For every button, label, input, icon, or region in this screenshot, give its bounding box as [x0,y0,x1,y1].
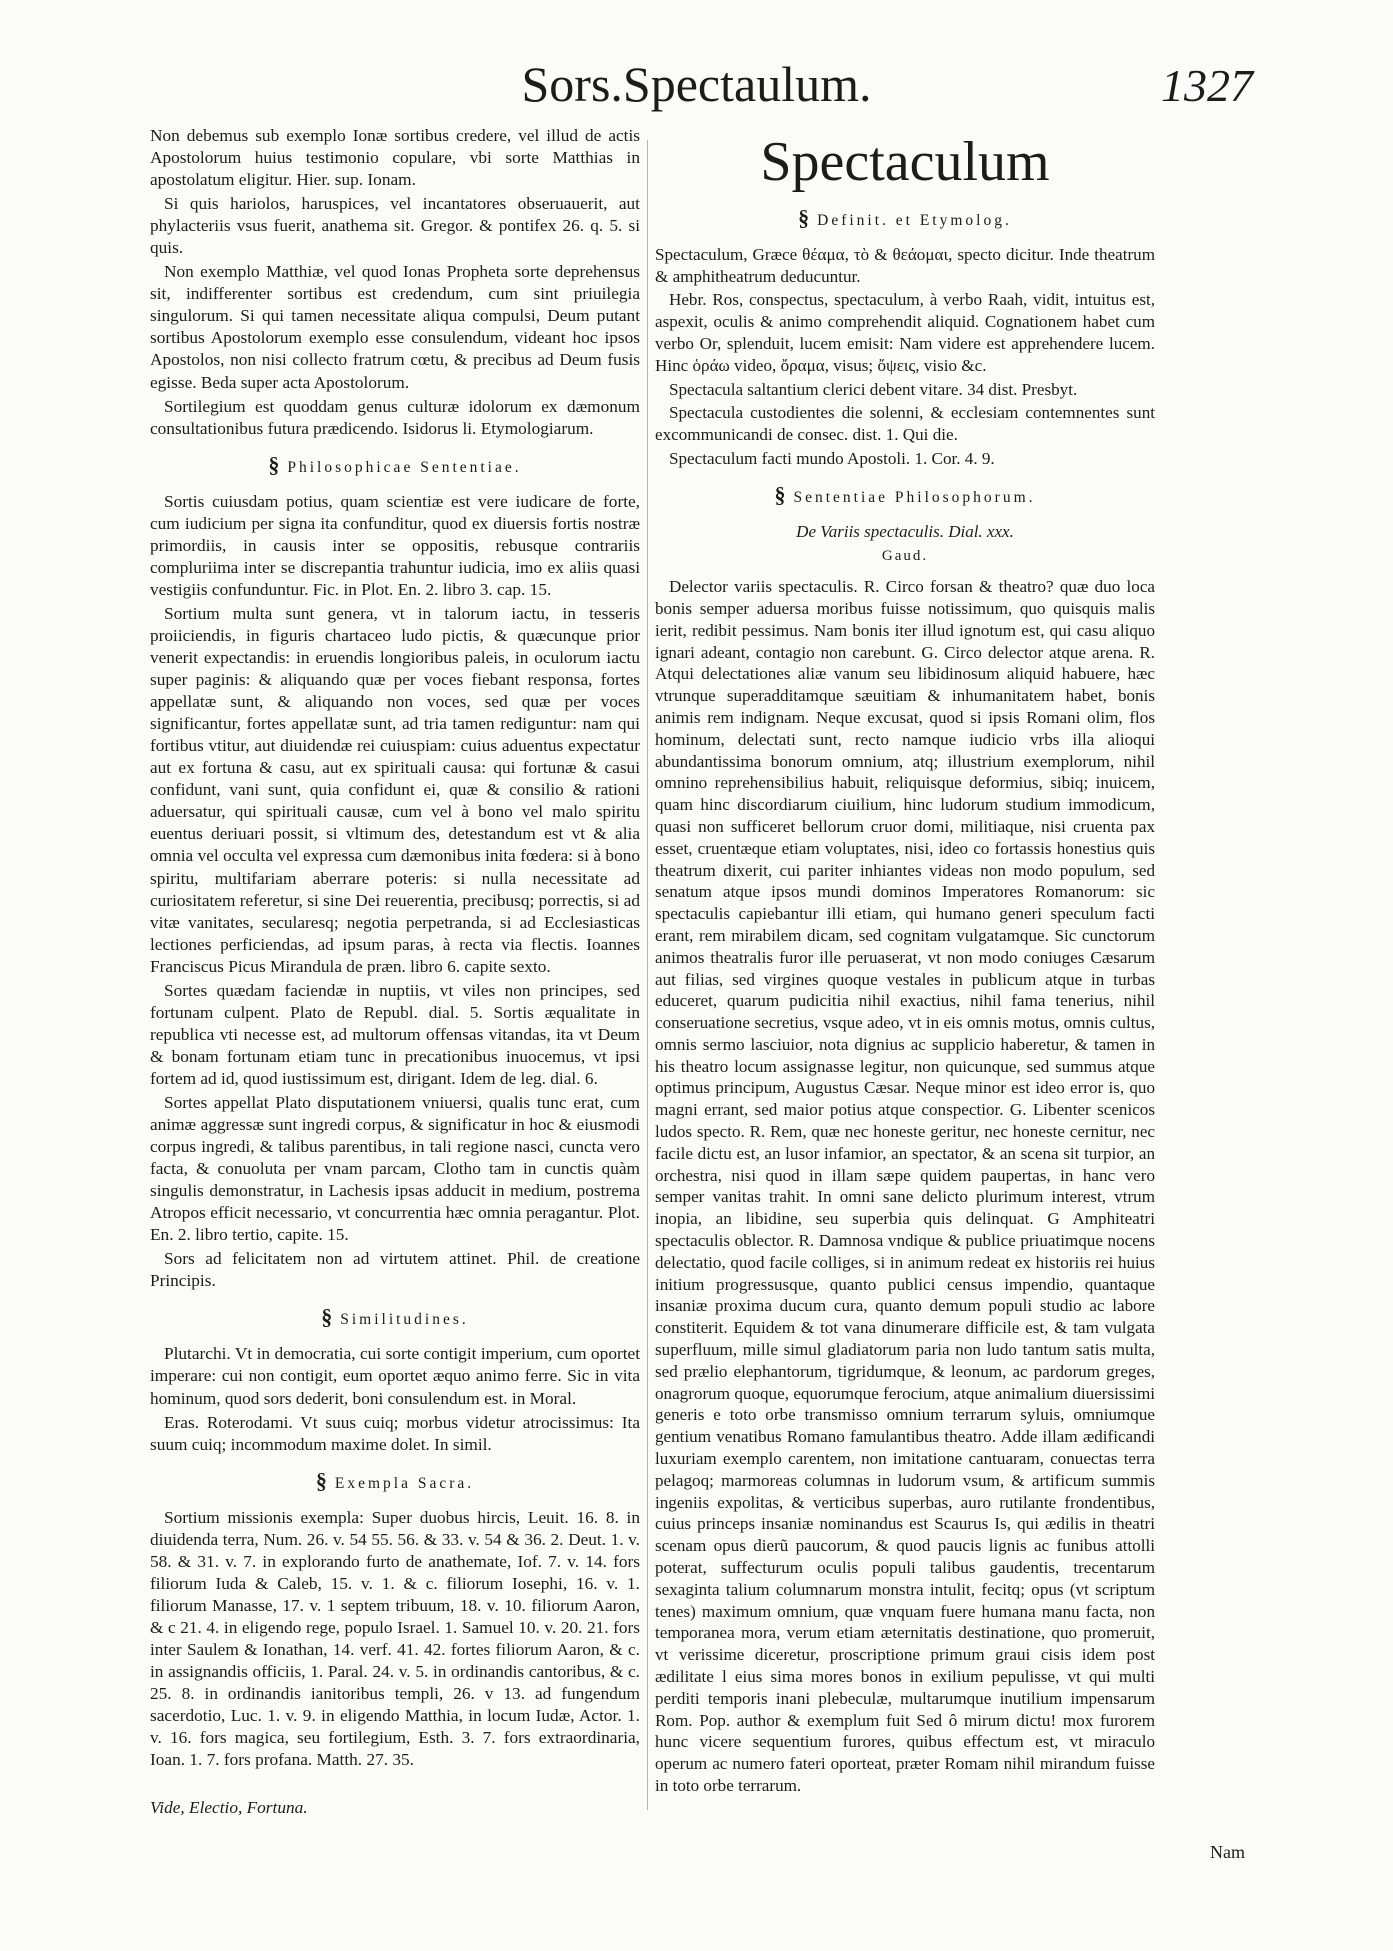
pilcrow-icon: § [268,451,280,477]
pilcrow-icon: § [315,1467,327,1493]
paragraph: Spectaculum, Græce θέαμα, τὸ & θεάομαι, specto dicitur. Inde theatrum & amphitheatrum deducuntur. [655,244,1155,286]
catchword: Nam [1210,1842,1245,1862]
paragraph: Non debemus sub exemplo Ionæ sortibus credere, vel illud de actis Apostolorum huius testimonio copulare, vbi sorte Matthias in apostolatum eligitur. Hier. sup. Ionam. [150,126,640,190]
pilcrow-icon: § [321,1304,333,1330]
section-heading: § Similitudines. [321,1304,469,1330]
page-number: 1327 [1161,60,1253,111]
right-column [655,125,1155,1799]
paragraph: Sortilegium est quoddam genus culturæ idolorum ex dæmonum consultationibus futura prædicendo. Isidorus li. Etymologiarum. [150,396,640,438]
paragraph: Sortes quædam faciendæ in nuptiis, vt viles non principes, sed fortunam culpent. Plato de Republ. dial. 5. Sortis æqualitate in republica vti necesse est, ad multorum offensas vitandas, ita vt Deum & bonam fortunam etiam tunc in precationibus inuocemus, vt ipsi fortem ad id, quod iustissimum est, dirigant. Idem de leg. dial. 6. [150,980,640,1088]
cross-reference: Vide, Electio, Fortuna. [150,1798,308,1818]
left-column [150,125,640,1821]
section-heading: § Sententiae Philosophorum. [774,481,1036,507]
section-heading: § Philosophicae Sententiae. [268,451,522,477]
pilcrow-icon: § [798,205,810,230]
paragraph: Sortis cuiusdam potius, quam scientiæ est vere iudicare de forte, cum iudicium per signa ita confunditur, quod ex diuersis fortis nostræ primordiis, in causis inter se oppositis, rebusque contrariis compluriima inter se discrepantia trahuntur iudicia, imo ex aliis quasi vestigiis confunduntur. Fic. in Plot. En. 2. libro 3. cap. 15. [150,491,640,599]
running-title: Sors.Spectaulum. [521,56,872,112]
paragraph: Spectaculum facti mundo Apostoli. 1. Cor. 4. 9. [669,448,995,468]
paragraph: Si quis hariolos, haruspices, vel incantatores obseruauerit, aut phylacteriis vsus fuerit, anathema sit. Gregor. & pontifex 26. q. 5. si quis. [150,194,640,258]
paragraph: Delector variis spectaculis. R. Circo forsan & theatro? quæ duo loca bonis semper aduersa moribus fuisse notissimum, quo quisquis malis ierit, redibit pessimus. Nam bonis iter illud ignotum est, qui casu aliquo ignari adeant, contagio non carebunt. G. Circo delector atque arena. R. Atqui delectationes aliæ vanum seu libidinosum aliquid habuere, hæc vtrunque superadditamque sæuitiam & inhumanitatem habet, bonis animis rem indignam. Neque excusat, quod si ipsis Romani olim, flos hominum, delectati sunt, recto namque iudicio vrbs illa alioqui abundantissima bonorum omnium, atq; illustrium exemplorum, nihil omnino reprehensibilius habuit, reliquisque deformius, sibiq; inuicem, quam hinc discordiarum ciuilium, hinc ludorum studium immodicum, quasi non sufficeret bellorum cruor domi, militiaque, nisi cruenta pax esset, cruentæque etiam voluptates, nisi, ideo co fortassis honestius quis theatrum dixerit, cui pariter inhiantes videas non modo populum, sed senatum atque ipsos mundi dominos Imperatores Romanorum: sic spectaculis capiebantur illi etiam, qui humano generi speculum facti erant, rem mirabilem dicam, sed cognitam vulgatamque. Sic cunctorum animos theatralis furor ille peruaserat, vt non modo coniuges Cæsarum aut filias, sed virgines quoque vestales in publicum atque in turbas educeret, quarum pudicitia nihil exactius, nihil fama tenerius, nihil conseruatione secretius, vsque adeo, vt in eis omnis motus, omnis cultus, omnis sermo lasciuior, nota dignius ac supplicio haberetur, & tamen in his theatro locum assignasse legitur, non quicunque, sed summus atque optimus principum, Augustus Cæsar. Neque minor est ideo error is, quo magni errant, sed maior potius atque conspectior. G. Libenter scenicos ludos specto. R. Rem, quæ nec honeste geritur, nec honeste cernitur, nec facile dictu est, an lusor infamior, an spectator, & an scena sit turpior, an orchestra, nisi quod in illam sæpe quidem paupertas, in hanc vero semper vanitas trahit. In omni sane delicto plurimum interest, vtrum inopia, an libidine, seu superbia quis delinquat. G Amphiteatri spectaculis oblector. R. Damnosa vndique & publice priuatimque nocens delectatio, quod facile colliges, si in animum redeat ex historiis rei huius initium progressusque, quanto publici census impendio, quantaque insaniæ proxima ducum cura, quanto demum populi studio ac labore constiterit. Equidem & tot vana dinumerare difficile est, & tam vulgata superfluum, mille simul gladiatorum paria non ludo tantum satis multa, sed prælio elephantorum, tigridumque, & leonum, ac pardorum greges, onagrorum quoque, equorumque ferocium, atque animalium diuersissimi generis e toto orbe transmisso omnium terrarum syluis, omniumque gentium venatibus Romano famulantibus theatro. Adde illam ædificandi luxuriam exemplo carentem, non imitatione cantuaram, conuectas terra pelagoq; marmoreas columnas in ludorum vsum, & artificum summis ingeniis expolitas, & verticibus superbas, auro rutilante frondentibus, cuius princeps insaniæ nominandus est Scaurus Is, qui ædilis in theatri scenam opus dierũ paucorum, & quod paucis lignis ac funibus attolli poterat, suffecturum oculis populi talibus gaudentis, trecentarum sexaginta talium columnarum monstra intulit, fecitq; opus (vt scriptum tenes) maximum omnium, quæ vnquam fuere humana manu facta, non temporanea mora, verum etiam æternitatis destinatione, quo promeruit, vt verissime diceretur, proscriptione primum graui cisis idem post ædilitate l eius sima mores bonos in exilium pepulisse, vt qui multi perditi temporis inani plebeculæ, multarumque inutilium impensarum Rom. Pop. author & exemplum fuit Sed ô mirum dictu! mox furorem hunc vicere sequentium furores, quibus effectum est, vt miraculo operum ac numero fateri oporteat, præter Romam nihil mirandum fuisse in toto orbe terrarum. [655,577,1155,1795]
section-heading: § Exempla Sacra. [315,1467,475,1493]
paragraph: Sortes appellat Plato disputationem vniuersi, qualis tunc erat, cum animæ aggressæ sunt ingredi corpus, & significatur in hoc & eiusmodi corpus ingredi, & talibus parentibus, in tali regione nasci, cuncta vero facta, & conuoluta per vnam parcam, Clotho tam in cunctis quàm singulis demonstratur, in Lachesis ipsas adducit in medium, postrema Atropos efficit necessario, vt concurrentia hæc omnia peragantur. Plot. En. 2. libro tertio, capite. 15. [150,1092,640,1245]
entry-heading: Spectaculum [760,131,1050,193]
column-divider [647,140,648,1810]
dialogue-speaker: Gaud. [881,548,929,565]
paragraph: Sortium multa sunt genera, vt in talorum iactu, in tesseris proiiciendis, in figuris chartaceo ludo pictis, & quæcunque prior venerit expectandis: in eruendis longioribus paleis, in oculorum iactu super paginis: & aliquando quæ per voces fiebant responsa, fortes appellatæ sunt, & aliquando non voces, sed quæ per voces significantur, fortes appellatæ sunt, ad tria tamen rediguntur: nam qui fortibus vtitur, aut diuidendæ rei cuiuspiam: cuius aduentus expectatur aut ex fortuna & casu, aut ex spirituali causa: qui fortunæ & casui confidunt, vani sunt, quia confidunt ei, quæ & consilio & rationi aduersatur, qui spirituali causæ, cum vel à bono vel malo spiritu euentus deriuari possit, si vltimum des, detestandum est vt & alia omnia vel occulta vel expressa cum dæmonibus inita fœdera: si à bono spiritu, multifariam aberrare poteris: si nulla necessitate ad curiositatem referetur, si sine Dei reuerentia, precibusq; porrectis, si ad vitæ vanitates, secularesq; negotia perpetranda, si ad Ecclesiasticas lectiones perficiendas, ad ipsum paras, à recta via flectis. Ioannes Franciscus Picus Mirandula de præn. libro 6. capite sexto. [150,603,640,976]
page-header [140,55,1253,135]
paragraph: Spectacula saltantium clerici debent vitare. 34 dist. Presbyt. [669,379,1078,399]
paragraph: Eras. Roterodami. Vt suus cuiq; morbus videtur atrocissimus: Ita suum cuiq; incommodum maxime dolet. In simil. [150,1412,640,1454]
paragraph: Non exemplo Matthiæ, vel quod Ionas Propheta sorte deprehensus sit, indifferenter sortibus est credendum, cum sint priuilegia singulorum. Si qui tamen necessitate aliqua compulsi, Deum putant sortibus Apostolorum exemplo esse consulendum, videant hoc ipsos Apostolos, non nisi collecto fratrum cœtu, & precibus ad Deum fusis egisse. Beda super acta Apostolorum. [150,262,640,392]
paragraph: Sors ad felicitatem non ad virtutem attinet. Phil. de creatione Principis. [150,1249,640,1291]
dialogue-source: De Variis spectaculis. Dial. xxx. [796,521,1014,541]
paragraph: Sortium missionis exempla: Super duobus hircis, Leuit. 16. 8. in diuidenda terra, Num. 26. v. 54 55. 56. & 33. v. 54 & 36. 2. Deut. 1. v. 58. & 31. v. 7. in explorando furto de anathemate, Iof. 7. v. 14. fors filiorum Iuda & Caleb, 15. v. 1. & c. filiorum Iosephi, 16. v. 1. filiorum Manasse, 17. v. 1 septem tribuum, 18. v. 10. filiorum Aaron, & c 21. 4. in eligendo rege, populo Israel. 1. Samuel 10. v. 20. 21. fors inter Saulem & Ionathan, 14. verf. 41. 42. fortes filiorum Aaron, & c. in assignandis officiis, 1. Paral. 24. v. 5. in ordinandis cantoribus, & c. 25. 8. in ordinandis ianitoribus templi, 26. v 13. ad fungendum sacerdotio, Luc. 1. v. 9. in eligendo Matthia, in locum Iudæ, Actor. 1. v. 16. fors magica, seu fortilegium, Esth. 3. 7. fors extraordinaria, Ioan. 1. 7. fors profana. Matth. 27. 35. [150,1507,640,1770]
paragraph: Hebr. Ros, conspectus, spectaculum, à verbo Raah, vidit, intuitus est, aspexit, oculis & animo comprehendit aliquid. Cognationem habet cum verbo Or, splenduit, lucem emisit: Nam videre est apprehendere lucem. Hinc ὁράω video, ὄραμα, visus; ὄψεις, visio &c. [655,290,1155,375]
paragraph: Plutarchi. Vt in democratia, cui sorte contigit imperium, cum oportet imperare: cui non contigit, eum oportet æquo animo ferre. Sic in vita hominum, quod sors dederit, boni consulendum est. in Moral. [150,1344,640,1408]
pilcrow-icon: § [774,481,786,507]
section-heading: § Definit. et Etymolog. [798,205,1012,230]
paragraph: Spectacula custodientes die solenni, & ecclesiam contemnentes sunt excommunicandi de consec. dist. 1. Qui die. [655,403,1155,445]
